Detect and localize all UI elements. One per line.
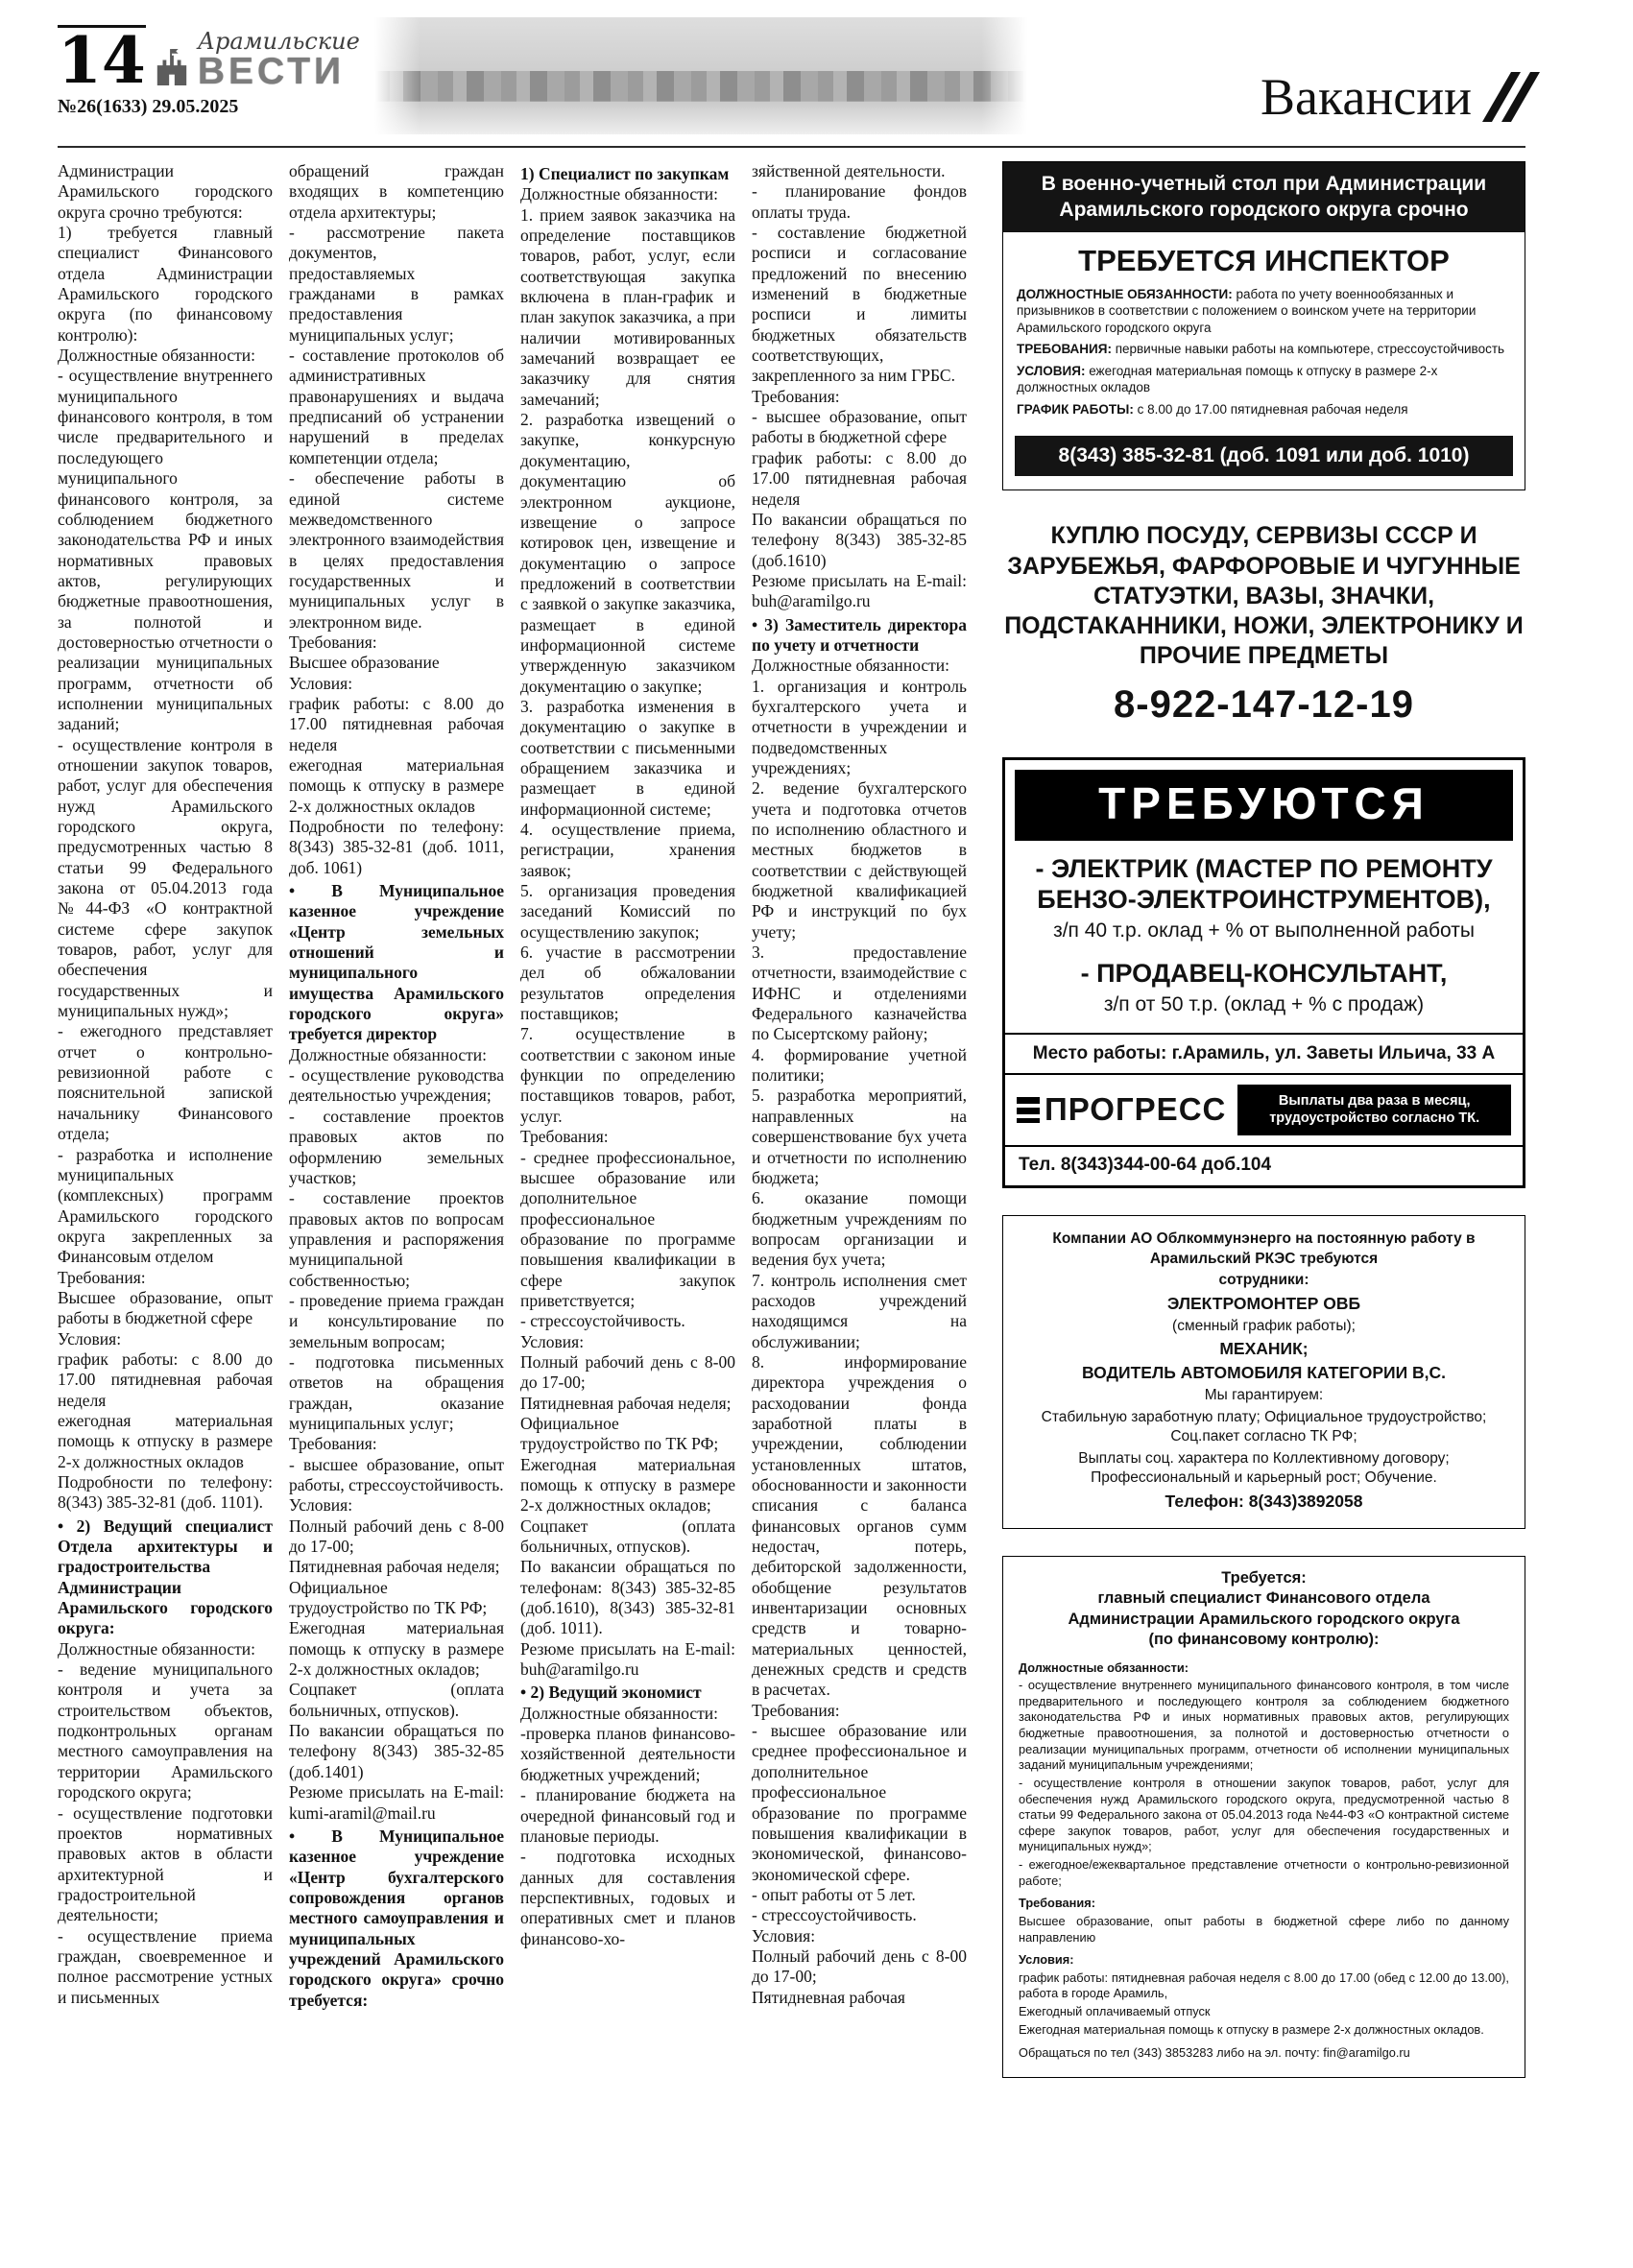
paragraph: ежегодная материальная помощь к отпуску в размере 2-х должностных окладов xyxy=(58,1410,273,1471)
paragraph: - стрессоустойчивость. xyxy=(752,1905,917,1925)
paragraph: Условия: xyxy=(752,1925,816,1946)
ad-title xyxy=(1019,1568,1509,1651)
paragraph: Ежегодная материальная помощь к отпуску в размере 2-х должностных окладов; xyxy=(520,1454,735,1516)
ad-title-line: главный специалист Финансового отдела xyxy=(1097,1589,1430,1608)
paragraph: Высшее образование, опыт работы в бюджетной сфере xyxy=(58,1287,273,1328)
text-column-3 xyxy=(520,161,735,2225)
paragraph: Полный рабочий день с 8-00 до 17-00; xyxy=(752,1946,967,1987)
ad-details xyxy=(1003,286,1525,433)
paragraph: - высшее образование, опыт работы, стрессоустойчивость. xyxy=(289,1454,504,1494)
ad-line: Стабильную заработную плату; Официальное трудоустройство; Соц.пакет согласно ТК РФ; xyxy=(1041,1408,1487,1445)
paragraph: график работы: с 8.00 до 17.00 пятидневная рабочая неделя xyxy=(58,1349,273,1410)
progress-logo-row xyxy=(1005,1075,1523,1146)
masthead xyxy=(58,25,360,118)
paragraph: - осуществление внутреннего муниципального финансового контроля, в том числе предварительного и последующего контроля за соблюдением бюджетного законодательства РФ и иных нормативных правовых актов, регулирующих бюджетные правоотношения, за полнотой и достоверностью отчетности о реализации муниципальных программ, отчетности об исполнении муниципальных заданий муниципальным учреждениями; xyxy=(1019,1678,1509,1773)
paragraph: Должностные обязанности: xyxy=(1019,1659,1189,1675)
header-divider xyxy=(58,146,1525,148)
paragraph: Резюме присылать на E-mail: buh@aramilgo.ru xyxy=(520,1638,735,1680)
paragraph: Должностные обязанности: xyxy=(520,1703,719,1723)
section-slashes-decoration xyxy=(1497,72,1525,122)
paragraph: • 2) Ведущий экономист xyxy=(520,1683,702,1703)
page-header xyxy=(58,25,1525,142)
paragraph: 8. информирование директора учреждения о расходовании фонда заработной платы в учреждении, соблюдении установленных штатов, обоснованности и законности списания с баланса финансовых органов сумм недостач, потерь, дебиторской задолженности, обобщение результатов инвентаризации основных средств и товарно-материальных ценностей, денежных средств и средств в расчетах. xyxy=(752,1351,967,1700)
paragraph: - ежегодное/ежеквартальное представление отчетности о контрольно-ревизионной работе; xyxy=(1019,1857,1509,1888)
ad-title: ТРЕБУЕТСЯ ИНСПЕКТОР xyxy=(1078,243,1450,277)
paragraph: Требования: xyxy=(58,1267,146,1287)
paragraph: Резюме присылать на E-mail: kumi-aramil@mail.ru xyxy=(289,1782,504,1823)
paragraph: - стрессоустойчивость. xyxy=(520,1311,685,1331)
job-title-electrician: - ЭЛЕКТРИК (МАСТЕР ПО РЕМОНТУ БЕНЗО-ЭЛЕКТРОИНСТРУМЕНТОВ), xyxy=(1035,853,1493,914)
ad-detail-line: ТРЕБОВАНИЯ: первичные навыки работы на компьютере, стрессоустойчивость xyxy=(1017,342,1505,357)
phone-number: 8(343) 385-32-81 (доб. 1091 или доб. 1010) xyxy=(1015,436,1513,476)
ad-line: Мы гарантируем: xyxy=(1204,1387,1324,1404)
paragraph: -проверка планов финансово-хозяйственной деятельности бюджетных учреждений; xyxy=(520,1724,735,1784)
ad-line: сотрудники: xyxy=(1218,1272,1309,1289)
ad-inspector-vacancy xyxy=(1002,161,1525,490)
paragraph: Пятидневная рабочая неделя; xyxy=(520,1393,732,1413)
issue-date: №26(1633) 29.05.2025 xyxy=(58,95,239,117)
masthead-logo xyxy=(197,27,360,92)
paragraph: Подробности по телефону: 8(343) 385-32-81 (доб. 1101). xyxy=(58,1472,273,1513)
paragraph: - высшее образование, опыт работы в бюджетной сфере xyxy=(752,407,967,447)
section-title: Вакансии xyxy=(1260,68,1472,126)
progress-logo-text: ПРОГРЕСС xyxy=(1045,1091,1227,1128)
progress-logo xyxy=(1017,1091,1226,1128)
paragraph: Должностные обязанности: xyxy=(520,184,719,204)
paragraph: По вакансии обращаться по телефону 8(343) 385-32-85 (доб.1610) xyxy=(752,509,967,570)
paragraph: Подробности по телефону: 8(343) 385-32-81 (доб. 1011, доб. 1061) xyxy=(289,817,504,877)
paragraph: - осуществление внутреннего муниципального финансового контроля, в том числе предварительного и последующего муниципального финансового контроля, за соблюдением бюджетного законодательства РФ и иных нормативных правовых актов, регулирующих бюджетные правоотношения, за полнотой и достоверностью отчетности о реализации муниципальных программ, отчетности об исполнении муниципальных заданий; xyxy=(58,366,273,734)
paragraph: - осуществление контроля в отношении закупок товаров, работ, услуг для обеспечения нужд Арамильского городского округа, предусмотренной частью 8 статьи 99 Федерального закона от 05.04.2013 года №44-ФЗ «О контрактной системе сфере закупок товаров, работ, услуг для обеспечения государственных и муниципальных нужд»; xyxy=(1019,1775,1509,1854)
paragraph: По вакансии обращаться по телефону 8(343) 385-32-85 (доб.1401) xyxy=(289,1721,504,1781)
section-heading xyxy=(1261,67,1525,127)
paragraph: Требования: xyxy=(752,386,840,406)
paragraph: 4. осуществление приема, регистрации, хранения заявок; xyxy=(520,820,735,880)
paragraph: 1) Специалист по закупкам xyxy=(520,164,730,183)
paragraph: Условия: xyxy=(1019,1952,1074,1968)
paragraph: - среднее профессиональное, высшее образование или дополнительное профессиональное образование по программе повышения квалификации в сфере закупок приветствуется; xyxy=(520,1147,735,1310)
text-column-2 xyxy=(289,161,504,2225)
paragraph: Требования: xyxy=(1019,1896,1095,1911)
paragraph: график работы: с 8.00 до 17.00 пятидневная рабочая неделя xyxy=(289,693,504,754)
paragraph: - рассмотрение пакета документов, предоставляемых гражданами в рамках предоставления муниципальных услуг; xyxy=(289,223,504,345)
text-column-1 xyxy=(58,161,273,2225)
ad-detail-line: ДОЛЖНОСТНЫЕ ОБЯЗАННОСТИ: работа по учету военнообязанных и призывников в соответствии с положением о воинском учете на территории Арамильского городского округа xyxy=(1017,286,1477,335)
paragraph: Пятидневная рабочая xyxy=(752,1987,905,2007)
paragraph: 1. прием заявок заказчика на определение поставщиков товаров, работ, услуг, если соответствующая закупка включена в план-график и план закупок заказчика, а при наличии мотивированных замечаний возвращает ее заказчику для снятия замечаний; xyxy=(520,204,735,409)
ad-line: ВОДИТЕЛЬ АВТОМОБИЛЯ КАТЕГОРИИ В,С. xyxy=(1081,1363,1447,1383)
ad-text: КУПЛЮ ПОСУДУ, СЕРВИЗЫ СССР И ЗАРУБЕЖЬЯ, ФАРФОРОВЫЕ И ЧУГУННЫЕ СТАТУЭТКИ, ВАЗЫ, ЗНАЧКИ, ПОДСТАКАННИКИ, НОЖИ, ЭЛЕКТРОНИКУ И ПРОЧИЕ ПРЕДМЕТЫ xyxy=(1004,522,1524,670)
ad-banner: ТРЕБУЮТСЯ xyxy=(1015,770,1513,841)
paragraph: Ежегодная материальная помощь к отпуску в размере 2-х должностных окладов. xyxy=(1019,2021,1484,2037)
paragraph: Требования: xyxy=(289,1434,377,1454)
paragraph: - проведение приема граждан и консультирование по земельным вопросам; xyxy=(289,1290,504,1351)
paragraph: Условия: xyxy=(289,1495,353,1516)
paragraph: график работы: с 8.00 до 17.00 пятидневная рабочая неделя xyxy=(752,447,967,509)
job-pay: з/п от 50 т.р. (оклад + % с продаж) xyxy=(1103,993,1425,1016)
paragraph: Обращаться по тел (343) 3853283 либо на эл. почту: fin@aramilgo.ru xyxy=(1019,2045,1410,2061)
paragraph: Требования: xyxy=(752,1700,840,1720)
ad-line: Выплаты соц. характера по Коллективному договору; Профессиональный и карьерный рост; Обучение. xyxy=(1078,1449,1450,1487)
job-pay: з/п 40 т.р. оклад + % от выполненной работы xyxy=(1053,919,1475,943)
paragraph: - составление протоколов об административных правонарушениях и выдача предписаний об устранении нарушений в пределах компетенции отдела; xyxy=(289,346,504,467)
masthead-title-top: Арамильские xyxy=(197,27,360,55)
paragraph: По вакансии обращаться по телефонам: 8(343) 385-32-85 (доб.1610), 8(343) 385-32-81 (доб. 1011). xyxy=(520,1557,735,1638)
paragraph: график работы: пятидневная рабочая неделя с 8.00 до 17.00 (обед с 12.00 до 13.00), работа в городе Арамиль, xyxy=(1019,1970,1509,2001)
job-title-sales: - ПРОДАВЕЦ-КОНСУЛЬТАНТ, xyxy=(1080,958,1448,988)
ad-line: Компании АО Облкоммунэнерго на постоянную работу в Арамильский РКЭС требуются xyxy=(1052,1230,1476,1267)
paragraph: Администрации Арамильского городского округа срочно требуются: xyxy=(58,161,273,222)
paragraph: - планирование бюджета на очередной финансовый год и плановые периоды. xyxy=(520,1785,735,1846)
paragraph: зяйственной деятельности. xyxy=(752,161,946,180)
paragraph: 5. организация проведения заседаний Комиссий по осуществлению закупок; xyxy=(520,881,735,942)
paragraph: 3. разработка изменения в документацию о закупке в соответствии с письменными обращением заказчика и размещает в единой информационной системе; xyxy=(520,696,735,819)
paragraph: - планирование фондов оплаты труда. xyxy=(752,181,967,222)
paragraph: 6. участие в рассмотрении дел об обжаловании результатов определения поставщиков; xyxy=(520,943,735,1024)
header-photo xyxy=(374,17,1027,134)
ad-buy-items xyxy=(1002,517,1525,729)
paragraph: Условия: xyxy=(289,673,353,693)
paragraph: Высшее образование, опыт работы в бюджетной сфере либо по данному направлению xyxy=(1019,1913,1509,1945)
masthead-title-bottom: ВЕСТИ xyxy=(197,50,346,92)
text-column-4 xyxy=(752,161,967,2225)
paragraph: Высшее образование xyxy=(289,653,440,673)
paragraph: - составление проектов правовых актов по вопросам управления и распоряжения муниципальной собственностью; xyxy=(289,1188,504,1290)
paragraph: Ежегодная материальная помощь к отпуску в размере 2-х должностных окладов; xyxy=(289,1618,504,1680)
paragraph: Пятидневная рабочая неделя; xyxy=(289,1557,500,1577)
paragraph: Соцпакет (оплата больничных, отпусков). xyxy=(289,1680,504,1720)
ad-title-line: Требуется: xyxy=(1221,1568,1307,1587)
paragraph: - обеспечение работы в единой системе межведомственного электронного взаимодействия в целях предоставления государственных и муниципальных услуг в электронном виде. xyxy=(289,468,504,632)
paragraph: Соцпакет (оплата больничных, отпусков). xyxy=(520,1516,735,1557)
ad-detail-line: УСЛОВИЯ: ежегодная материальная помощь к отпуску в размере 2-х должностных окладов xyxy=(1017,363,1438,395)
work-location: Место работы: г.Арамиль, ул. Заветы Ильича, 33 А xyxy=(1005,1033,1523,1075)
paragraph: Должностные обязанности: xyxy=(289,1044,488,1064)
phone-number: Тел. 8(343)344-00-64 доб.104 xyxy=(1005,1145,1523,1185)
paragraph: ежегодная материальная помощь к отпуску в размере 2-х должностных окладов xyxy=(289,754,504,816)
paragraph: - осуществление приема граждан, своевременное и полное рассмотрение устных и письменных xyxy=(58,1925,273,2007)
paragraph: 3. предоставление отчетности, взаимодействие с ИФНС и отделениями Федерального казначейства по Сысертскому району; xyxy=(752,943,967,1044)
paragraph: Требования: xyxy=(289,632,377,652)
paragraph: Условия: xyxy=(520,1331,585,1351)
ad-oblkommunenergo-vacancies xyxy=(1002,1215,1525,1528)
phone-number: 8-922-147-12-19 xyxy=(1114,682,1414,726)
paragraph: 7. осуществление в соответствии с законом иные функции по определению поставщиков товаров, работ, услуг. xyxy=(520,1024,735,1126)
ads-column xyxy=(1002,161,1525,2225)
masthead-emblem-icon xyxy=(154,46,190,90)
page-body xyxy=(58,161,1525,2225)
ad-title-line: Администрации Арамильского городского округа xyxy=(1068,1610,1460,1628)
paragraph: обращений граждан входящих в компетенцию отдела архитектуры; xyxy=(289,161,504,222)
paragraph: 4. формирование учетной политики; xyxy=(752,1044,967,1086)
paragraph: - осуществление подготовки проектов нормативных правовых актов в области архитектурной и градостроительной деятельности; xyxy=(58,1802,273,1925)
paragraph: 1. организация и контроль бухгалтерского учета и отчетности в учреждении и подведомственных учреждениях; xyxy=(752,676,967,777)
ad-detail-line: ГРАФИК РАБОТЫ: с 8.00 до 17.00 пятидневная рабочая неделя xyxy=(1017,401,1408,417)
paragraph: - осуществление руководства деятельностью учреждения; xyxy=(289,1065,504,1106)
paragraph: Условия: xyxy=(58,1328,122,1349)
paragraph: • 3) Заместитель директора по учету и отчетности xyxy=(752,614,967,655)
paragraph: • В Муниципальное казенное учреждение «Центр земельных отношений и муниципального имущества Арамильского городского округа» требуется директор xyxy=(289,881,504,1044)
paragraph: Полный рабочий день с 8-00 до 17-00; xyxy=(289,1516,504,1557)
paragraph: - подготовка письменных ответов на обращения граждан, оказание муниципальных услуг; xyxy=(289,1351,504,1433)
paragraph: Ежегодный оплачиваемый отпуск xyxy=(1019,2004,1211,2019)
paragraph: Должностные обязанности: xyxy=(58,346,256,366)
ad-body xyxy=(1019,1660,1509,2062)
progress-logo-icon xyxy=(1017,1097,1040,1123)
paragraph: - ежегодного представляет отчет о контрольно-ревизионной работе с пояснительной запиской начальнику Финансового отдела; xyxy=(58,1021,273,1144)
paragraph: • 2) Ведущий специалист Отдела архитектуры и градостроительства Администрации Арамильского городского округа: xyxy=(58,1516,273,1638)
paragraph: Резюме присылать на E-mail: buh@aramilgo.ru xyxy=(752,570,967,611)
paragraph: - высшее образование или среднее профессиональное и дополнительное профессиональное образование по программе повышения квалификации в экономической, финансово-экономической сфере. xyxy=(752,1721,967,1884)
paragraph: 5. разработка мероприятий, направленных на совершенствование бух учета и отчетности по исполнению бюджета; xyxy=(752,1086,967,1187)
page-number: 14 xyxy=(58,23,146,98)
paragraph: - разработка и исполнение муниципальных (комплексных) программ Арамильского городского округа закрепленных за Финансовым отделом xyxy=(58,1144,273,1267)
ad-line: МЕХАНИК; xyxy=(1219,1339,1309,1359)
paragraph: 7. контроль исполнения смет расходов учреждений находящимся на обслуживании; xyxy=(752,1270,967,1351)
ad-note: Выплаты два раза в месяц, трудоустройство согласно ТК. xyxy=(1237,1085,1511,1136)
paragraph: - подготовка исходных данных для составления перспективных, годовых и оперативных смет и планов финансово-хо- xyxy=(520,1847,735,1948)
paragraph: Официальное трудоустройство по ТК РФ; xyxy=(289,1577,488,1618)
paragraph: Требования: xyxy=(520,1127,609,1147)
paragraph: - осуществление контроля в отношении закупок товаров, работ, услуг для обеспечения нужд Арамильского городского округа, предусмотренных частью 8 статьи 99 Федерального закона от 05.04.2013 года №44-ФЗ «О контрактной системе сфере закупок товаров, работ, услуг для обеспечения государственных и муниципальных нужд»; xyxy=(58,734,273,1021)
ad-progress-vacancies xyxy=(1002,757,1525,1189)
ad-finance-specialist xyxy=(1002,1556,1525,2078)
paragraph: 1) требуется главный специалист Финансового отдела Администрации Арамильского городского округа (по финансовому контролю): xyxy=(58,223,273,345)
ad-header-bar: В военно-учетный стол при Администрации Арамильского городского округа срочно xyxy=(1003,162,1525,232)
ad-title-line: (по финансовому контролю): xyxy=(1148,1631,1380,1649)
ad-line: ЭЛЕКТРОМОНТЕР ОВБ xyxy=(1166,1293,1361,1313)
paragraph: Должностные обязанности: xyxy=(58,1638,256,1659)
paragraph: Официальное трудоустройство по ТК РФ; xyxy=(520,1413,719,1454)
paragraph: 2. ведение бухгалтерского учета и подготовка отчетов по исполнению областного и местных бюджетов в соответствии с действующей бюджетной квалификацией РФ и инструкций по бух учету; xyxy=(752,778,967,942)
paragraph: Должностные обязанности: xyxy=(752,656,950,676)
ad-line: Телефон: 8(343)3892058 xyxy=(1165,1491,1363,1511)
ad-line: (сменный график работы); xyxy=(1172,1317,1356,1334)
paragraph: - опыт работы от 5 лет. xyxy=(752,1884,916,1904)
paragraph: • В Муниципальное казенное учреждение «Центр бухгалтерского сопровождения органов местного самоуправления и муниципальных учреждений Арамильского городского округа» срочно требуется: xyxy=(289,1826,504,2010)
paragraph: 2. разработка извещений о закупке, конкурсную документацию, документацию об электронном аукционе, извещение о запросе котировок цен, извещение и документацию о запросе предложений в соответствии с заявкой о закупке заказчика, размещает в единой информационной системе утвержденную заказчиком документацию о закупке; xyxy=(520,410,735,696)
paragraph: 6. оказание помощи бюджетным учреждениям по вопросам организации и ведения бух учета; xyxy=(752,1188,967,1270)
paragraph: Полный рабочий день с 8-00 до 17-00; xyxy=(520,1351,735,1393)
paragraph: - ведение муниципального контроля и учета за строительством объектов, подконтрольных органам местного самоуправления на территории Арамильского городского округа; xyxy=(58,1659,273,1802)
paragraph: - составление проектов правовых актов по оформлению земельных участков; xyxy=(289,1106,504,1187)
paragraph: - составление бюджетной росписи и согласование предложений по внесению изменений в бюджетные росписи и лимиты бюджетных обязательств соответствующих, закрепленного за ним ГРБС. xyxy=(752,223,967,386)
